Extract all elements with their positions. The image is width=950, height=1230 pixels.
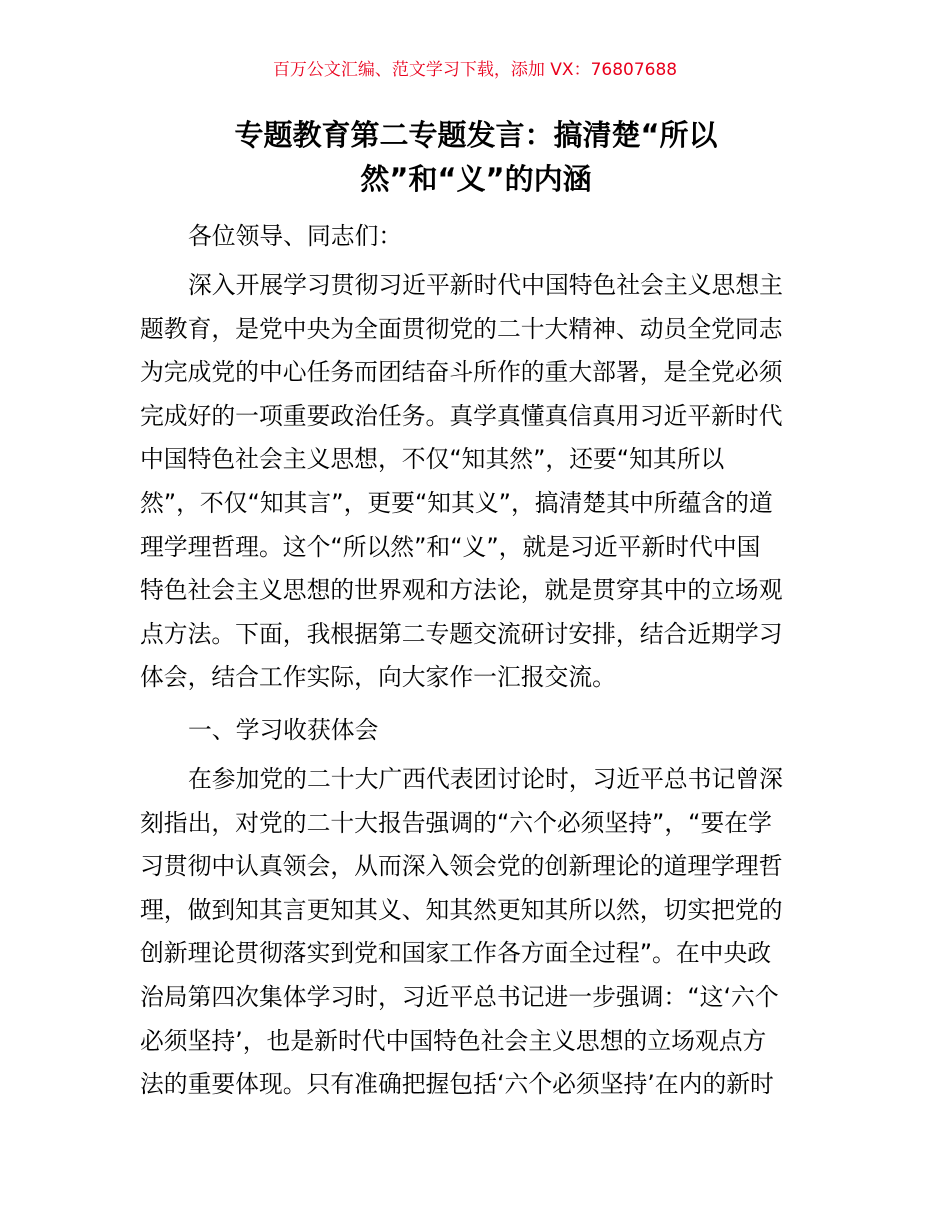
title-line-2: 然”和“义”的内涵 bbox=[360, 162, 592, 196]
greeting: 各位领导、同志们： bbox=[188, 222, 403, 250]
paragraph-1 bbox=[140, 264, 812, 700]
paragraph-line: 治局第四次集体学习时，习近平总书记进一步强调：“这‘六个 bbox=[140, 982, 779, 1011]
greeting-block bbox=[140, 215, 812, 259]
paragraph-line: 完成好的一项重要政治任务。真学真懂真信真用习近平新时代 bbox=[140, 401, 783, 430]
paragraph-line: 然”，不仅“知其言”，更要“知其义”，搞清楚其中所蕴含的道 bbox=[140, 488, 773, 517]
section-heading-block bbox=[140, 709, 812, 753]
paragraph-line: 必须坚持’，也是新时代中国特色社会主义思想的立场观点方 bbox=[140, 1026, 767, 1055]
paragraph-line: 点方法。下面，我根据第二专题交流研讨安排，结合近期学习 bbox=[140, 619, 783, 648]
paragraph-line: 刻指出，对党的二十大报告强调的“六个必须坚持”，“要在学 bbox=[140, 808, 772, 837]
paragraph-line: 为完成党的中心任务而团结奋斗所作的重大部署，是全党必须 bbox=[140, 358, 783, 387]
paragraph-line: 中国特色社会主义思想，不仅“知其然”，还要“知其所以 bbox=[140, 445, 725, 474]
paragraph-2 bbox=[140, 758, 812, 1107]
paragraph-line: 题教育，是党中央为全面贯彻党的二十大精神、动员全党同志 bbox=[140, 314, 783, 343]
paragraph-line: 深入开展学习贯彻习近平新时代中国特色社会主义思想主 bbox=[188, 271, 783, 299]
document-title bbox=[140, 113, 812, 201]
paragraph-line: 创新理论贯彻落实到党和国家工作各方面全过程”。在中央政 bbox=[140, 939, 772, 968]
section-heading: 一、学习收获体会 bbox=[188, 716, 379, 744]
paragraph-line: 体会，结合工作实际，向大家作一汇报交流。 bbox=[140, 663, 616, 692]
paragraph-line: 在参加党的二十大广西代表团讨论时，习近平总书记曾深 bbox=[188, 765, 783, 793]
paragraph-line: 特色社会主义思想的世界观和方法论，就是贯穿其中的立场观 bbox=[140, 576, 783, 605]
paragraph-line: 习贯彻中认真领会，从而深入领会党的创新理论的道理学理哲 bbox=[140, 852, 783, 881]
paragraph-line: 理学理哲理。这个“所以然”和“义”，就是习近平新时代中国 bbox=[140, 532, 761, 561]
paragraph-line: 法的重要体现。只有准确把握包括‘六个必须坚持’在内的新时 bbox=[140, 1070, 774, 1099]
watermark-header: 百万公文汇编、范文学习下载，添加 VX：76807688 bbox=[272, 60, 678, 80]
paragraph-line: 理，做到知其言更知其义、知其然更知其所以然，切实把党的 bbox=[140, 895, 783, 924]
title-line-1: 专题教育第二专题发言：搞清楚“所以 bbox=[234, 118, 718, 152]
